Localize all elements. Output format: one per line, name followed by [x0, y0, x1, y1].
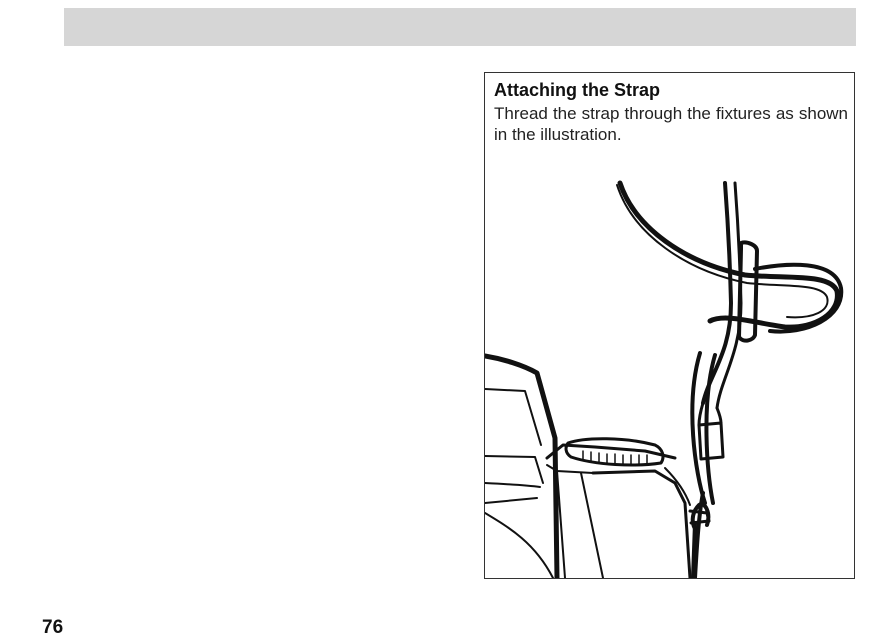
instruction-box	[484, 72, 855, 579]
section-title: Attaching the Strap	[494, 80, 661, 100]
camera-strap-illustration	[485, 73, 854, 578]
page-number: 76	[42, 617, 64, 638]
header-band	[64, 8, 856, 46]
section-body: Thread the strap through the fixtures as shown in the illustration.	[494, 104, 848, 144]
